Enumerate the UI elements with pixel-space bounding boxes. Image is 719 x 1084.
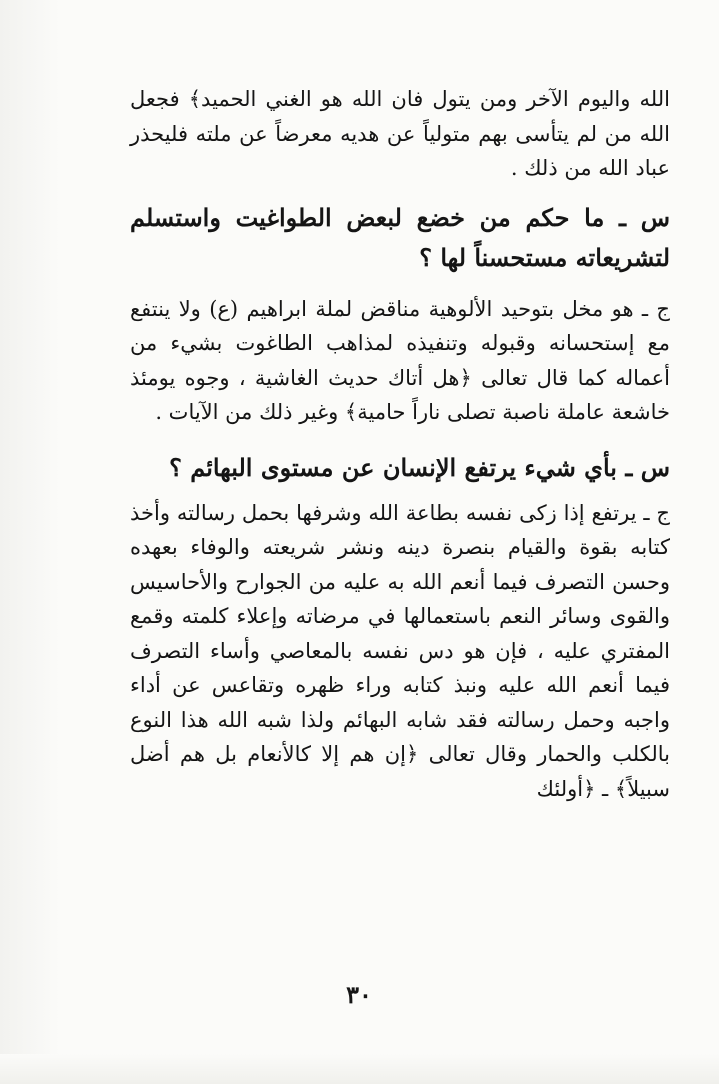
intro-paragraph: الله واليوم الآخر ومن يتول فان الله هو الغني الحميد﴾ فجعل الله من لم يتأسى بهم متولياً عن هديه معرضاً عن ملته فليحذر عباد الله من ذلك . xyxy=(130,87,670,180)
answer-paragraph-1: ج ـ هو مخل بتوحيد الألوهية مناقض لملة ابراهيم (ع) ولا ينتفع مع إستحسانه وقبوله وتنفيذه لمذاهب الطاغوت بشيء من أعماله كما قال تعالى ﴿هل أتاك حديث الغاشية ، وجوه يومئذ خاشعة عاملة ناصبة تصلى ناراً حامية﴾ وغير ذلك من الآيات . xyxy=(130,296,670,424)
page-number: ٣٠ xyxy=(346,980,372,1009)
question-heading-2: س ـ بأي شيء يرتفع الإنسان عن مستوى البهائم ؟ xyxy=(169,452,670,482)
text-column xyxy=(130,82,670,806)
page-edge-shading xyxy=(0,0,60,1084)
question-heading-1: س ـ ما حكم من خضع لبعض الطواغيت واستسلم لتشريعاته مستحسناً لها ؟ xyxy=(130,202,670,272)
answer-paragraph-2: ج ـ يرتفع إذا زكى نفسه بطاعة الله وشرفها بحمل رسالته وأخذ كتابه بقوة والقيام بنصرة دينه ونشر شريعته والوفاء بعهده وحسن التصرف فيما أنعم الله به عليه من الجوارح والأحاسيس والقوى وسائر النعم باستعمالها في مرضاته وإعلاء كلمته وقمع المفتري عليه ، فإن هو دس نفسه بالمعاصي وأساء التصرف فيما أنعم الله عليه ونبذ كتابه وراء ظهره وتقاعس عن أداء واجبه وحمل رسالته فقد شابه البهائم ولذا شبه الله هذا النوع بالكلب والحمار وقال تعالى ﴿إن هم إلا كالأنعام بل هم أضل سبيلاً﴾ ـ ﴿أولئك xyxy=(130,500,670,801)
page-bottom-shading xyxy=(0,1054,719,1084)
